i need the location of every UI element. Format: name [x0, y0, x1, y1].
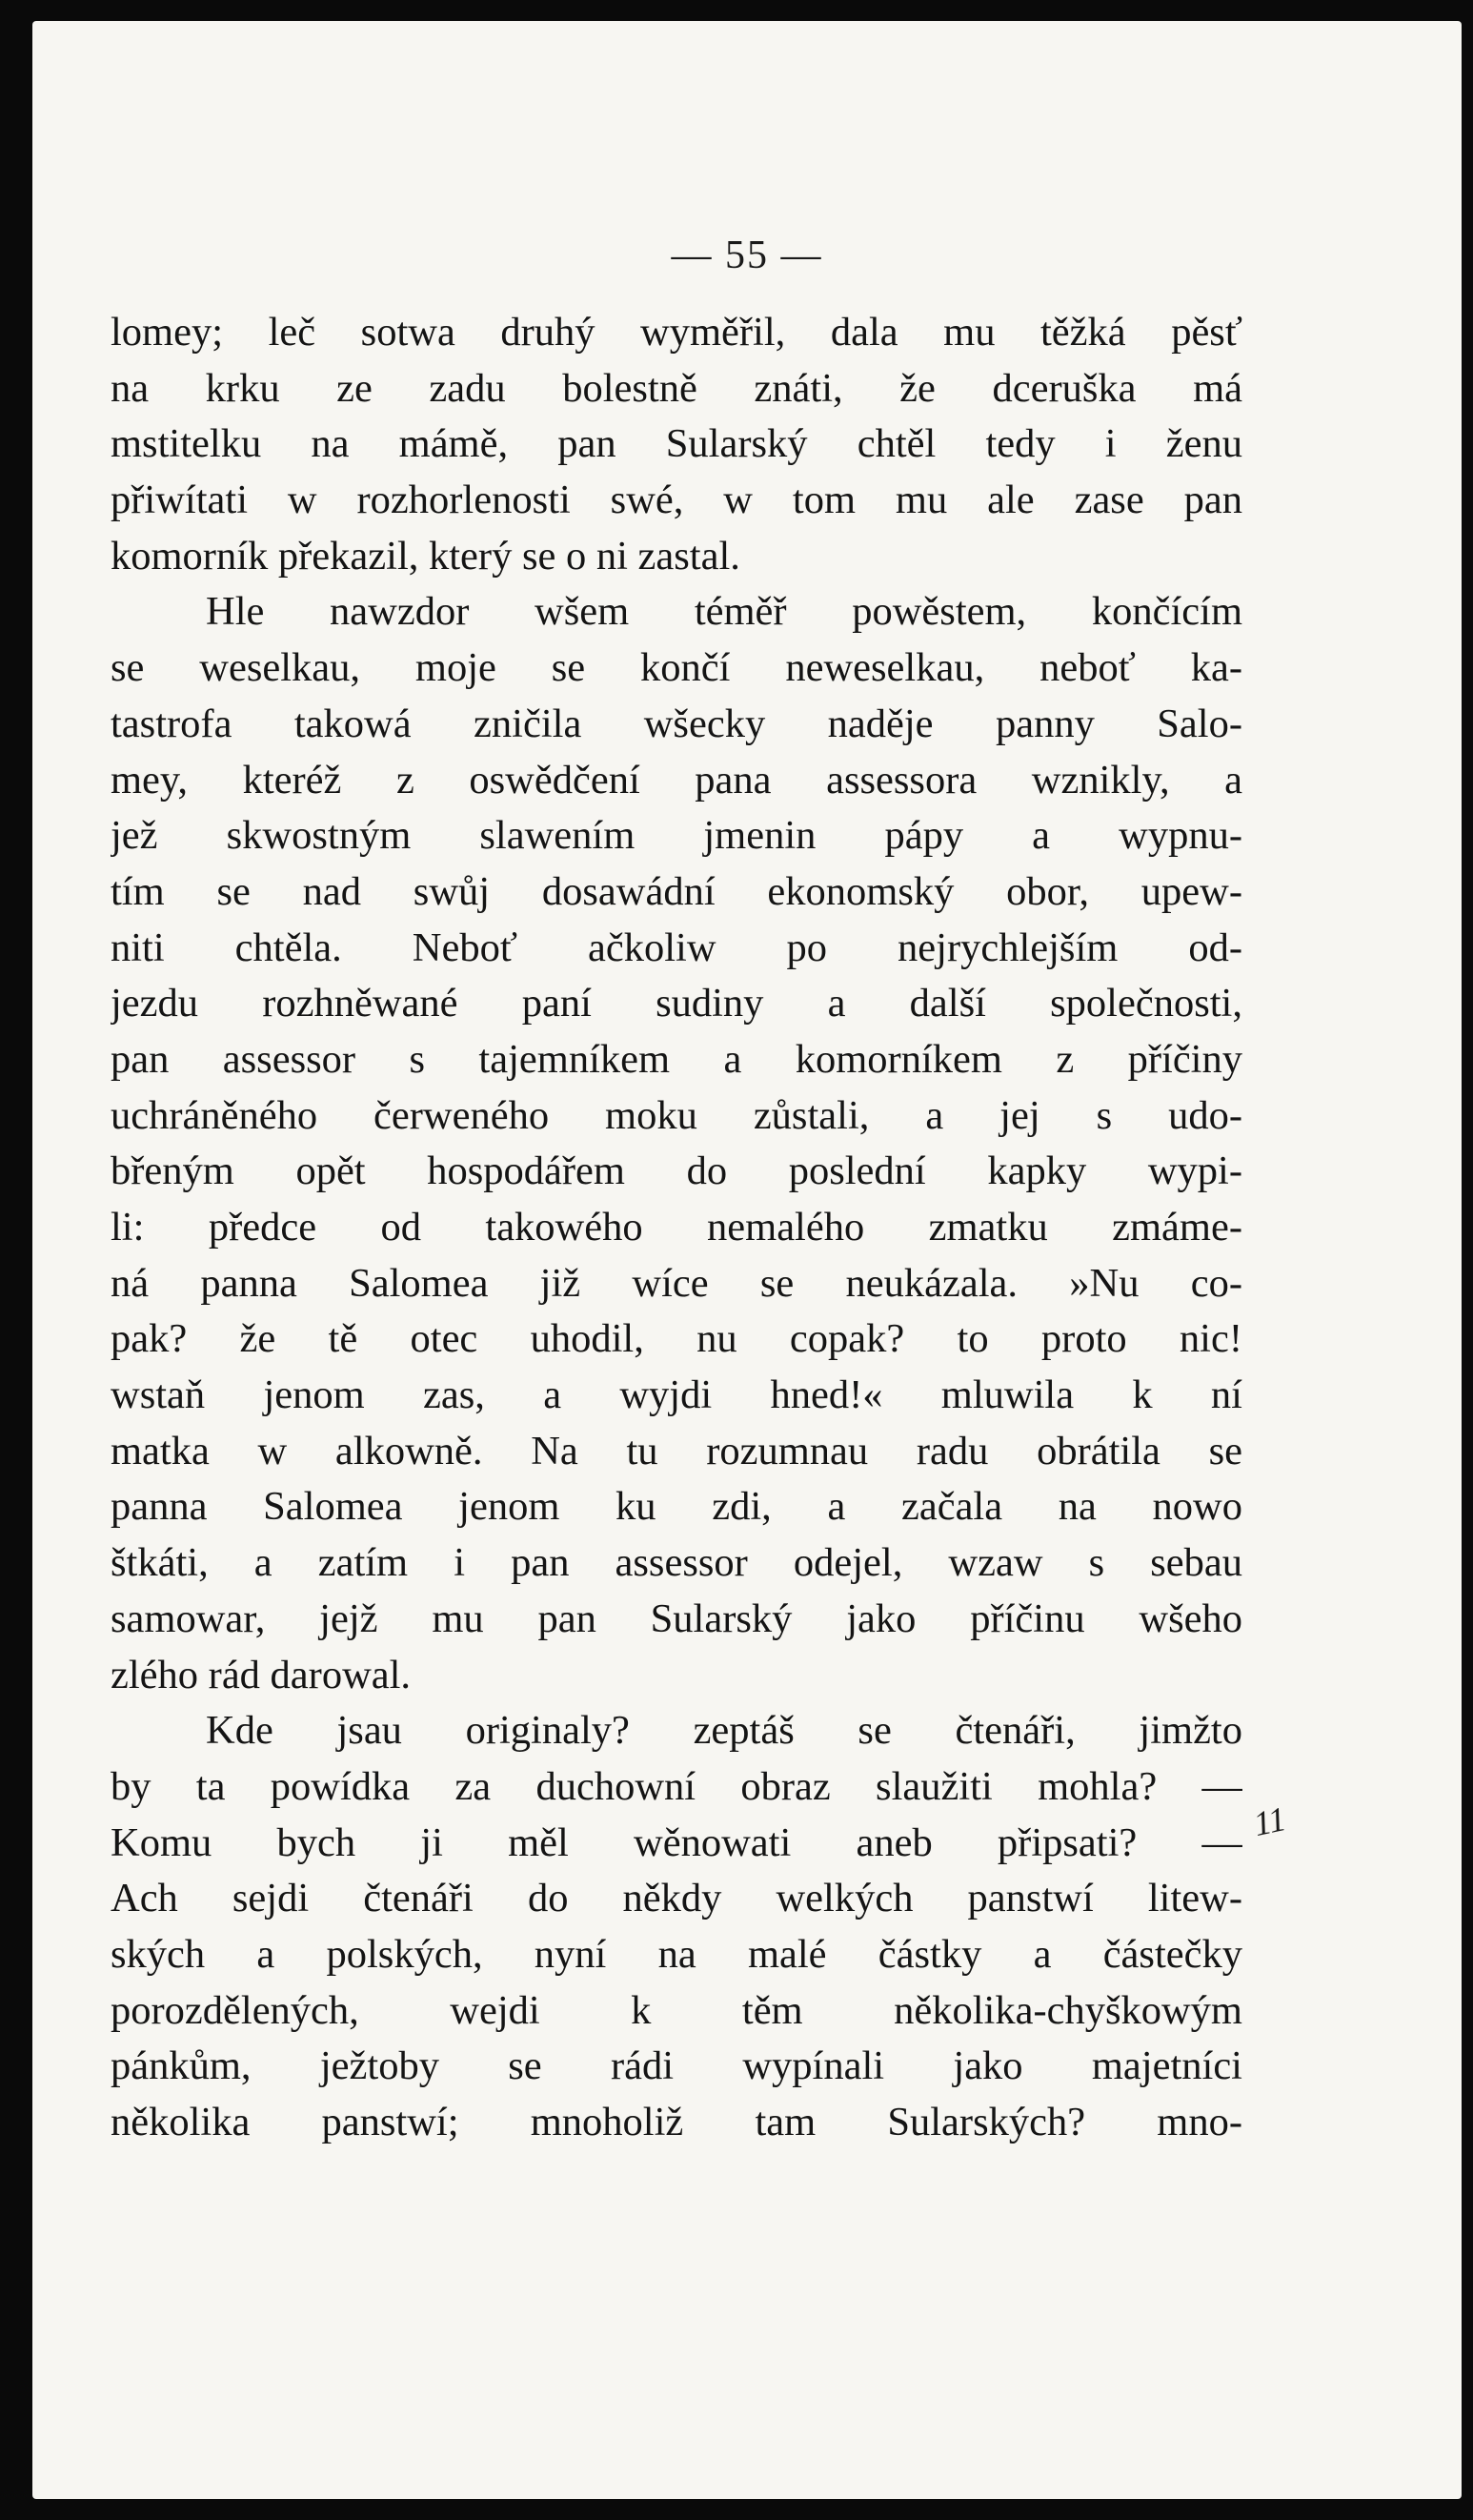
text-line: břeným opět hospodářem do poslední kapky wypi-	[111, 1148, 1242, 1194]
text-line: na krku ze zadu bolestně znáti, že dceruška má	[111, 365, 1242, 411]
handwritten-margin-note: 11	[1250, 1799, 1290, 1844]
text-line: pan assessor s tajemníkem a komorníkem z příčiny	[111, 1036, 1242, 1082]
book-page	[32, 21, 1462, 2499]
text-line: zlého rád darowal.	[111, 1652, 412, 1697]
text-line: jež skwostným slawením jmenin pápy a wypnu-	[111, 813, 1242, 859]
text-line: ských a polských, nyní na malé částky a částečky	[111, 1931, 1242, 1977]
text-line: tím se nad swůj dosawádní ekonomský obor, upew-	[111, 868, 1242, 914]
text-line: mstitelku na mámě, pan Sularský chtěl tedy i ženu	[111, 421, 1242, 467]
body-text	[111, 305, 1242, 2151]
text-line: ná panna Salomea již wíce se neukázala. »Nu co-	[111, 1260, 1242, 1306]
text-line: porozdělených, wejdi k těm několika-chyškowým	[111, 1987, 1242, 2033]
text-line: samowar, jejž mu pan Sularský jako příčinu wšeho	[111, 1595, 1242, 1641]
text-line: wstaň jenom zas, a wyjdi hned!« mluwila k ní	[111, 1372, 1242, 1418]
text-line: několika panstwí; mnoholiž tam Sularských? mno-	[111, 2100, 1242, 2144]
text-line: jezdu rozhněwané paní sudiny a další společnosti,	[111, 981, 1242, 1026]
text-line: Komu bych ji měl wěnowati aneb připsati? —	[111, 1819, 1242, 1865]
text-line: pak? že tě otec uhodil, nu copak? to proto nic!	[111, 1316, 1242, 1362]
text-line: by ta powídka za duchowní obraz slaužiti mohla? —	[111, 1763, 1242, 1809]
text-line: Ach sejdi čtenáři do někdy welkých panstwí litew-	[111, 1876, 1242, 1921]
text-line: komorník překazil, který se o ni zastal.	[111, 533, 740, 579]
text-line: Hle nawzdor wšem téměř powěstem, končícím	[206, 589, 1242, 635]
text-line: mey, kteréž z oswědčení pana assessora wznikly, a	[111, 757, 1242, 803]
text-line: Kde jsau originaly? zeptáš se čtenáři, jimžto	[206, 1708, 1242, 1754]
text-line: uchráněného čerweného moku zůstali, a jej s udo-	[111, 1092, 1242, 1138]
text-line: tastrofa takowá zničila wšecky naděje panny Salo-	[111, 701, 1242, 746]
text-line: li: předce od takowého nemalého zmatku zmáme-	[111, 1205, 1242, 1250]
text-line: panna Salomea jenom ku zdi, a začala na nowo	[111, 1484, 1242, 1530]
text-line: niti chtěla. Neboť ačkoliw po nejrychlejším od-	[111, 925, 1242, 970]
text-line: štkáti, a zatím i pan assessor odejel, wzaw s sebau	[111, 1540, 1242, 1586]
text-line: lomey; leč sotwa druhý wyměřil, dala mu těžká pěsť	[111, 310, 1242, 355]
text-line: se weselkau, moje se končí neweselkau, neboť ka-	[111, 645, 1242, 691]
text-line: přiwítati w rozhorlenosti swé, w tom mu ale zase pan	[111, 478, 1242, 523]
text-line: pánkům, ježtoby se rádi wypínali jako majetníci	[111, 2043, 1242, 2089]
page-number: — 55 —	[671, 234, 823, 277]
text-line: matka w alkowně. Na tu rozumnau radu obrátila se	[111, 1428, 1242, 1473]
